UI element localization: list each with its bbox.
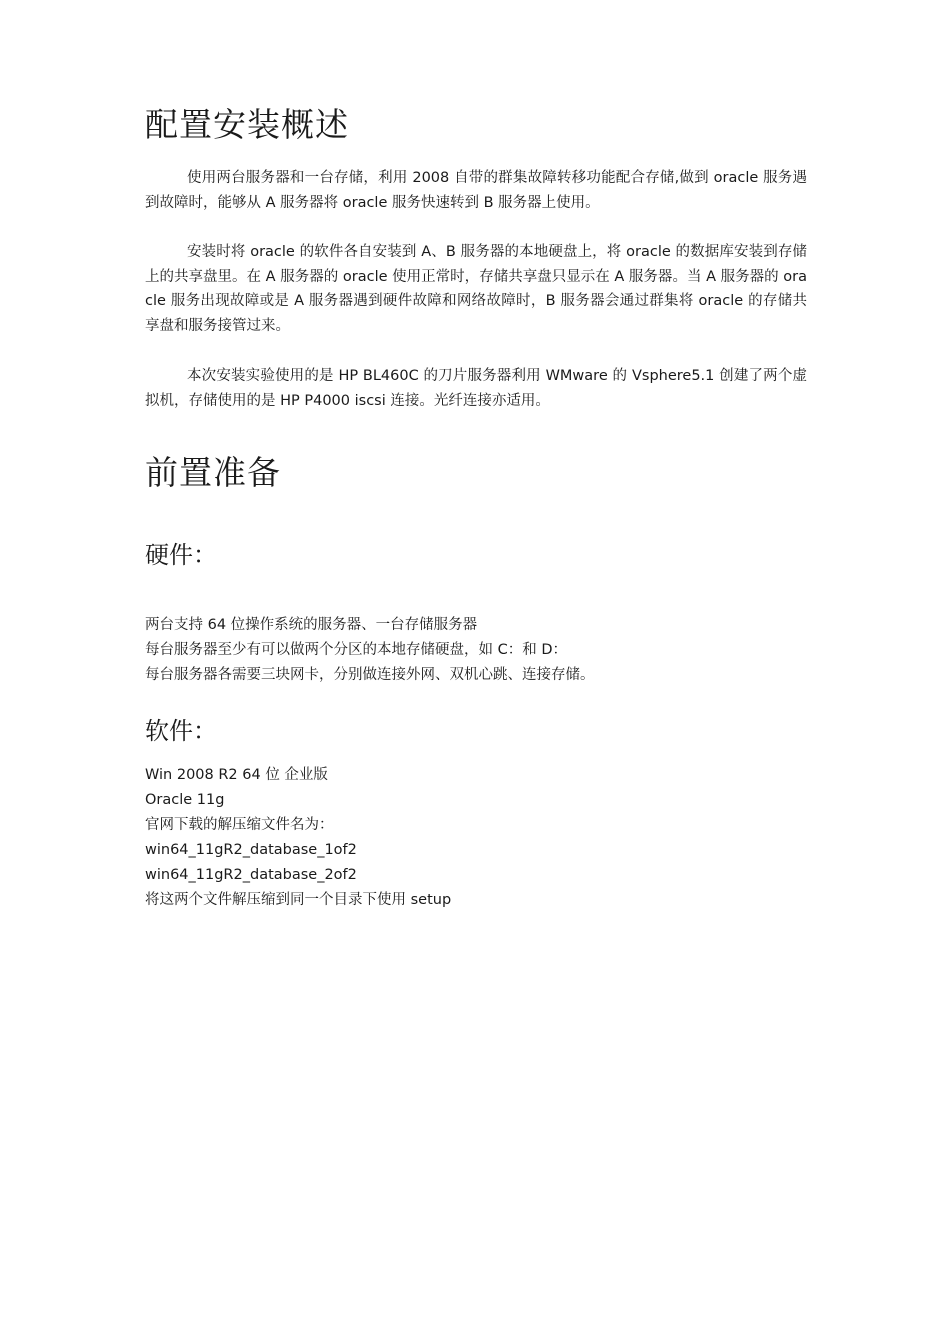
hardware-line-3: 每台服务器各需要三块网卡，分别做连接外网、双机心跳、连接存储。 [145,667,595,683]
overview-paragraph-2: 安装时将 oracle 的软件各自安装到 A、B 服务器的本地硬盘上，将 oracle 的数据库安装到存储上的共享盘里。在 A 服务器的 oracle 使用正常时，存储共享盘只显示在 A 服务器。当 A 服务器的 oracle 服务出现故障或是 A 服务器遇到硬件故障和网络故障时，B 服务器会通过群集将 oracle 的存储共享盘和服务接管过来。 [145,244,807,334]
hardware-heading: 硬件： [145,541,217,569]
overview-title: 配置安装概述 [145,105,349,144]
software-heading: 软件： [145,717,217,745]
software-line-3: 官网下载的解压缩文件名为： [145,817,334,833]
software-line-1: Win 2008 R2 64 位 企业版 [145,767,328,783]
prep-title: 前置准备 [145,453,281,492]
software-line-5: win64_11gR2_database_2of2 [145,867,357,883]
software-line-2: Oracle 11g [145,792,225,808]
overview-paragraph-3: 本次安装实验使用的是 HP BL460C 的刀片服务器利用 WMware 的 Vsphere5.1 创建了两个虚拟机，存储使用的是 HP P4000 iscsi 连接。光纤连接亦适用。 [145,368,807,409]
software-line-6: 将这两个文件解压缩到同一个目录下使用 setup [145,892,452,908]
software-line-4: win64_11gR2_database_1of2 [145,842,357,858]
hardware-line-1: 两台支持 64 位操作系统的服务器、一台存储服务器 [145,617,478,633]
overview-paragraph-1: 使用两台服务器和一台存储，利用 2008 自带的群集故障转移功能配合存储,做到 oracle 服务遇到故障时，能够从 A 服务器将 oracle 服务快速转到 B 服务器上使用。 [145,170,807,211]
hardware-line-2: 每台服务器至少有可以做两个分区的本地存储硬盘，如 C：和 D： [145,642,568,658]
